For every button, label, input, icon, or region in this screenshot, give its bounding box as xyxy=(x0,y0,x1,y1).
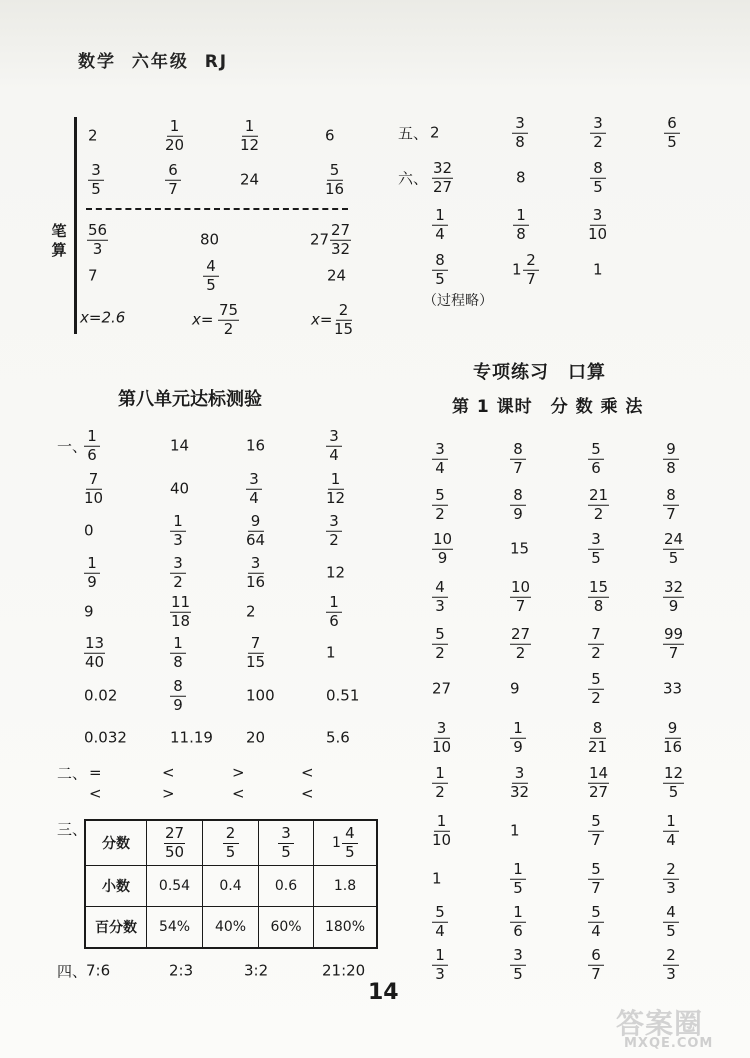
fraction-answer xyxy=(432,250,448,288)
fraction-answer xyxy=(663,763,684,801)
page-number: 14 xyxy=(368,980,399,1005)
section-label-bisuan: 笔算 xyxy=(51,222,67,259)
fraction-answer xyxy=(588,763,609,801)
special-title: 专项练习 口算 xyxy=(473,362,606,383)
fraction: $\frac{1}{4}$ xyxy=(663,814,679,849)
special-subtitle: 第 1 课时 分 数 乘 法 xyxy=(452,397,644,417)
fraction: $\frac{27}{50}$ xyxy=(164,823,185,861)
fraction: $\frac{1}{2}$ xyxy=(432,766,448,801)
answer-value: 2:3 xyxy=(169,961,194,980)
fraction-answer xyxy=(510,945,526,983)
answer-value: 16 xyxy=(246,436,266,455)
conversion-table xyxy=(84,819,378,949)
fraction: $\frac{13}{40}$ xyxy=(85,633,105,671)
fraction-answer xyxy=(510,902,526,940)
fraction-answer xyxy=(432,158,453,196)
answer-value: 7 xyxy=(88,266,98,285)
fraction: $\frac{7}{10}$ xyxy=(84,469,104,507)
fraction-answer xyxy=(588,485,609,523)
section-label-er: 二、 xyxy=(57,764,88,783)
answer-value: 1 xyxy=(512,260,522,279)
fraction: $\frac{4}{5}$ xyxy=(342,826,358,861)
answer-value: 1 xyxy=(510,821,520,840)
fraction-answer xyxy=(170,592,191,630)
fraction: $\frac{8}{5}$ xyxy=(590,161,606,196)
fraction: $\frac{1}{4}$ xyxy=(432,208,448,243)
answer-value: 9 xyxy=(510,679,520,698)
fraction: $\frac{5}{4}$ xyxy=(432,905,448,940)
section-label-si: 四、 xyxy=(57,962,88,981)
fraction-answer xyxy=(218,300,239,338)
fraction-answer xyxy=(170,676,186,714)
fraction: $\frac{5}{7}$ xyxy=(588,862,604,897)
fraction: $\frac{3}{5}$ xyxy=(278,826,294,861)
fraction-answer xyxy=(326,592,342,630)
fraction: $\frac{2}{3}$ xyxy=(663,862,679,897)
fraction-answer xyxy=(510,624,531,662)
page-header xyxy=(78,47,228,72)
answer-value: 20 xyxy=(246,728,266,747)
answer-value: > xyxy=(162,784,175,803)
fraction-answer xyxy=(588,811,604,849)
answer-value: 2 xyxy=(88,126,98,145)
fraction-answer xyxy=(326,511,342,549)
fraction: $\frac{3}{4}$ xyxy=(326,429,342,464)
fraction-answer xyxy=(590,158,606,196)
answer-value: 1 xyxy=(326,643,336,662)
fraction-answer xyxy=(432,205,448,243)
table-row xyxy=(85,907,377,949)
fraction: $\frac{4}{5}$ xyxy=(203,259,219,294)
fraction-answer xyxy=(170,633,186,671)
fraction: $\frac{5}{7}$ xyxy=(588,814,604,849)
answer-value: > xyxy=(232,763,245,782)
fraction-answer xyxy=(88,160,104,198)
fraction-answer xyxy=(84,469,104,507)
fraction-answer xyxy=(330,220,351,258)
fraction-answer xyxy=(663,577,684,615)
fraction-answer xyxy=(334,300,354,338)
fraction: $\frac{1}{3}$ xyxy=(170,514,186,549)
fraction: $\frac{27}{2}$ xyxy=(511,624,531,662)
table-cell xyxy=(259,820,314,866)
fraction-answer xyxy=(165,160,181,198)
fraction: $\frac{8}{7}$ xyxy=(510,442,526,477)
fraction: $\frac{1}{6}$ xyxy=(510,905,526,940)
fraction: $\frac{5}{2}$ xyxy=(432,488,448,523)
fraction-answer xyxy=(246,469,262,507)
fraction: $\frac{1}{20}$ xyxy=(165,116,185,154)
fraction-answer xyxy=(240,116,260,154)
fraction-answer xyxy=(510,763,530,801)
answer-value: 14 xyxy=(170,436,190,455)
answer-value: x= xyxy=(192,310,214,329)
fraction: $\frac{1}{3}$ xyxy=(432,948,448,983)
table-row xyxy=(85,820,377,866)
fraction: $\frac{1}{9}$ xyxy=(510,721,526,756)
answer-value: 12 xyxy=(326,563,346,582)
fraction-answer xyxy=(432,718,452,756)
answer-value: < xyxy=(89,784,102,803)
fraction-answer xyxy=(512,113,528,151)
fraction-answer xyxy=(510,439,526,477)
fraction-answer xyxy=(663,529,684,567)
fraction: $\frac{1}{8}$ xyxy=(513,208,529,243)
fraction: $\frac{1}{10}$ xyxy=(432,811,452,849)
fraction: $\frac{10}{9}$ xyxy=(433,529,453,567)
edition-label: RJ xyxy=(204,52,229,72)
fraction-answer xyxy=(246,633,266,671)
fraction-answer xyxy=(432,811,452,849)
section-bar xyxy=(74,117,77,334)
fraction: $\frac{27}{32}$ xyxy=(331,220,351,258)
fraction: $\frac{14}{27}$ xyxy=(589,763,609,801)
answer-value: 1 xyxy=(432,869,442,888)
answer-value: （过程略） xyxy=(423,293,493,309)
fraction: $\frac{7}{15}$ xyxy=(246,633,266,671)
answer-value: = xyxy=(89,763,102,782)
fraction: $\frac{3}{2}$ xyxy=(170,556,186,591)
answer-value: 21:20 xyxy=(322,961,366,980)
fraction-answer xyxy=(588,439,604,477)
fraction: $\frac{8}{9}$ xyxy=(510,488,526,523)
fraction-answer xyxy=(510,485,526,523)
fraction: $\frac{4}{3}$ xyxy=(432,580,448,615)
answer-value: 7:6 xyxy=(86,961,111,980)
watermark-url: MXQE.COM xyxy=(624,1036,714,1051)
answer-value: < xyxy=(301,784,314,803)
fraction-answer xyxy=(170,511,186,549)
fraction: $\frac{9}{16}$ xyxy=(663,718,683,756)
fraction: $\frac{2}{7}$ xyxy=(523,253,539,288)
answer-value: x=2.6 xyxy=(80,308,126,327)
fraction-answer xyxy=(432,529,453,567)
fraction: $\frac{3}{32}$ xyxy=(510,763,530,801)
fraction-answer xyxy=(84,426,100,464)
fraction: $\frac{75}{2}$ xyxy=(219,300,239,338)
answer-value: 27 xyxy=(432,679,452,698)
fraction: $\frac{99}{7}$ xyxy=(664,624,684,662)
fraction: $\frac{1}{6}$ xyxy=(326,595,342,630)
fraction: $\frac{1}{12}$ xyxy=(326,469,346,507)
table-cell: 0.4 xyxy=(203,866,259,907)
fraction-answer xyxy=(165,116,185,154)
table-cell: 1.8 xyxy=(314,866,378,907)
fraction-answer xyxy=(590,113,606,151)
fraction-answer xyxy=(432,439,448,477)
answer-value: 3:2 xyxy=(244,961,269,980)
fraction-answer xyxy=(510,577,531,615)
fraction-answer xyxy=(588,902,604,940)
answer-value: 33 xyxy=(663,679,683,698)
fraction: $\frac{1}{5}$ xyxy=(510,862,526,897)
fraction: $\frac{3}{10}$ xyxy=(432,718,452,756)
fraction-answer xyxy=(588,859,604,897)
fraction: $\frac{6}{7}$ xyxy=(588,948,604,983)
fraction: $\frac{8}{21}$ xyxy=(588,718,608,756)
section-label-liu: 六、 xyxy=(398,169,429,188)
fraction: $\frac{5}{2}$ xyxy=(588,672,604,707)
answer-value: 0 xyxy=(84,521,94,540)
fraction-answer xyxy=(523,250,539,288)
table-cell: 0.54 xyxy=(147,866,203,907)
row-head-fraction: 分数 xyxy=(85,820,147,866)
fraction: $\frac{56}{3}$ xyxy=(88,220,108,258)
table-cell xyxy=(314,820,378,866)
answer-value: 0.02 xyxy=(84,686,118,705)
fraction: $\frac{3}{5}$ xyxy=(88,163,104,198)
section-label-san: 三、 xyxy=(57,820,88,839)
row-head-decimal: 小数 xyxy=(85,866,147,907)
fraction-answer xyxy=(203,256,219,294)
fraction: $\frac{3}{5}$ xyxy=(588,532,604,567)
fraction: $\frac{7}{2}$ xyxy=(588,627,604,662)
fraction-answer xyxy=(588,529,604,567)
table-cell: 0.6 xyxy=(259,866,314,907)
fraction-answer xyxy=(663,718,683,756)
answer-value: 40 xyxy=(170,479,190,498)
fraction-answer xyxy=(663,624,684,662)
fraction: $\frac{3}{2}$ xyxy=(326,514,342,549)
table-cell: 60% xyxy=(259,907,314,949)
fraction: $\frac{1}{9}$ xyxy=(84,556,100,591)
fraction: $\frac{3}{5}$ xyxy=(510,948,526,983)
fraction-answer xyxy=(87,220,108,258)
fraction-answer xyxy=(663,945,679,983)
fraction-answer xyxy=(432,945,448,983)
fraction: $\frac{5}{16}$ xyxy=(325,160,345,198)
table-cell: 54% xyxy=(147,907,203,949)
fraction-answer xyxy=(663,902,679,940)
fraction-answer xyxy=(663,439,679,477)
fraction: $\frac{3}{2}$ xyxy=(590,116,606,151)
fraction: $\frac{15}{8}$ xyxy=(589,577,609,615)
fraction-answer xyxy=(432,763,448,801)
fraction: $\frac{3}{8}$ xyxy=(512,116,528,151)
fraction: $\frac{1}{12}$ xyxy=(240,116,260,154)
fraction: $\frac{9}{8}$ xyxy=(663,442,679,477)
fraction-answer xyxy=(84,553,100,591)
answer-value: 9 xyxy=(84,602,94,621)
answer-value: 100 xyxy=(246,686,275,705)
fraction-answer xyxy=(663,811,679,849)
table-cell: 40% xyxy=(203,907,259,949)
unit-title: 第八单元达标测验 xyxy=(118,389,262,410)
answer-value: 2 xyxy=(246,602,256,621)
fraction: $\frac{11}{18}$ xyxy=(171,592,191,630)
answer-value: 27 xyxy=(310,230,330,249)
fraction: $\frac{5}{2}$ xyxy=(432,627,448,662)
fraction: $\frac{24}{5}$ xyxy=(664,529,684,567)
fraction-answer xyxy=(510,859,526,897)
fraction-answer xyxy=(432,624,448,662)
fraction: $\frac{6}{5}$ xyxy=(664,116,680,151)
fraction: $\frac{8}{9}$ xyxy=(170,679,186,714)
fraction-answer xyxy=(432,577,448,615)
answer-value: 6 xyxy=(325,126,335,145)
section-label-wu: 五、 xyxy=(398,124,429,143)
fraction: $\frac{10}{7}$ xyxy=(511,577,531,615)
fraction: $\frac{5}{4}$ xyxy=(588,905,604,940)
table-cell xyxy=(203,820,259,866)
fraction: $\frac{2}{15}$ xyxy=(334,300,354,338)
section-label-yi: 一、 xyxy=(57,437,88,456)
answer-value: 8 xyxy=(516,168,526,187)
fraction-answer xyxy=(513,205,529,243)
fraction: $\frac{2}{5}$ xyxy=(223,826,239,861)
answer-value: 0.032 xyxy=(84,728,127,747)
answer-value: 1 xyxy=(593,260,603,279)
table-row xyxy=(85,866,377,907)
fraction-answer xyxy=(246,553,266,591)
table-cell: 180% xyxy=(314,907,378,949)
fraction-answer xyxy=(326,426,342,464)
table-cell xyxy=(147,820,203,866)
answer-value: 24 xyxy=(327,266,347,285)
answer-value: 80 xyxy=(200,230,220,249)
fraction: $\frac{6}{7}$ xyxy=(165,163,181,198)
answer-value: x= xyxy=(311,310,333,329)
fraction-answer xyxy=(588,945,604,983)
fraction-answer xyxy=(170,553,186,591)
fraction: $\frac{9}{64}$ xyxy=(246,511,266,549)
answer-value: 11.19 xyxy=(170,728,213,747)
answer-value: < xyxy=(162,763,175,782)
mixed-number: 1 $\frac{4}{5}$ xyxy=(332,826,358,861)
fraction: $\frac{12}{5}$ xyxy=(664,763,684,801)
fraction: $\frac{21}{2}$ xyxy=(589,485,609,523)
fraction-answer xyxy=(325,160,345,198)
watermark-logo: 答案圈 xyxy=(616,1007,704,1040)
subject-label: 数学 xyxy=(78,52,116,72)
fraction-answer xyxy=(246,511,266,549)
fraction-answer xyxy=(588,718,608,756)
answer-value: 0.51 xyxy=(326,686,360,705)
fraction-answer xyxy=(84,633,105,671)
row-head-percent: 百分数 xyxy=(85,907,147,949)
fraction-answer xyxy=(588,205,608,243)
fraction: $\frac{3}{4}$ xyxy=(432,442,448,477)
fraction-answer xyxy=(588,624,604,662)
fraction: $\frac{32}{27}$ xyxy=(433,158,453,196)
fraction: $\frac{3}{10}$ xyxy=(588,205,608,243)
fraction-answer xyxy=(663,859,679,897)
grade-label: 六年级 xyxy=(131,52,189,72)
answer-value: < xyxy=(232,784,245,803)
fraction-answer xyxy=(588,577,609,615)
fraction: $\frac{1}{8}$ xyxy=(170,636,186,671)
answer-value: 24 xyxy=(240,170,260,189)
dashed-divider xyxy=(86,208,348,210)
fraction-answer xyxy=(663,485,679,523)
fraction: $\frac{5}{6}$ xyxy=(588,442,604,477)
fraction: $\frac{4}{5}$ xyxy=(663,905,679,940)
fraction-answer xyxy=(432,902,448,940)
answer-value: < xyxy=(301,763,314,782)
fraction: $\frac{3}{4}$ xyxy=(246,472,262,507)
fraction-answer xyxy=(432,485,448,523)
answer-value: 15 xyxy=(510,539,530,558)
fraction-answer xyxy=(326,469,346,507)
fraction: $\frac{8}{5}$ xyxy=(432,253,448,288)
fraction-answer xyxy=(588,669,604,707)
fraction: $\frac{3}{16}$ xyxy=(246,553,266,591)
answer-value: 5.6 xyxy=(326,728,350,747)
fraction-answer xyxy=(510,718,526,756)
answer-value: 2 xyxy=(430,123,440,142)
fraction-answer xyxy=(664,113,680,151)
fraction: $\frac{8}{7}$ xyxy=(663,488,679,523)
fraction: $\frac{32}{9}$ xyxy=(664,577,684,615)
fraction: $\frac{2}{3}$ xyxy=(663,948,679,983)
fraction: $\frac{1}{6}$ xyxy=(84,429,100,464)
